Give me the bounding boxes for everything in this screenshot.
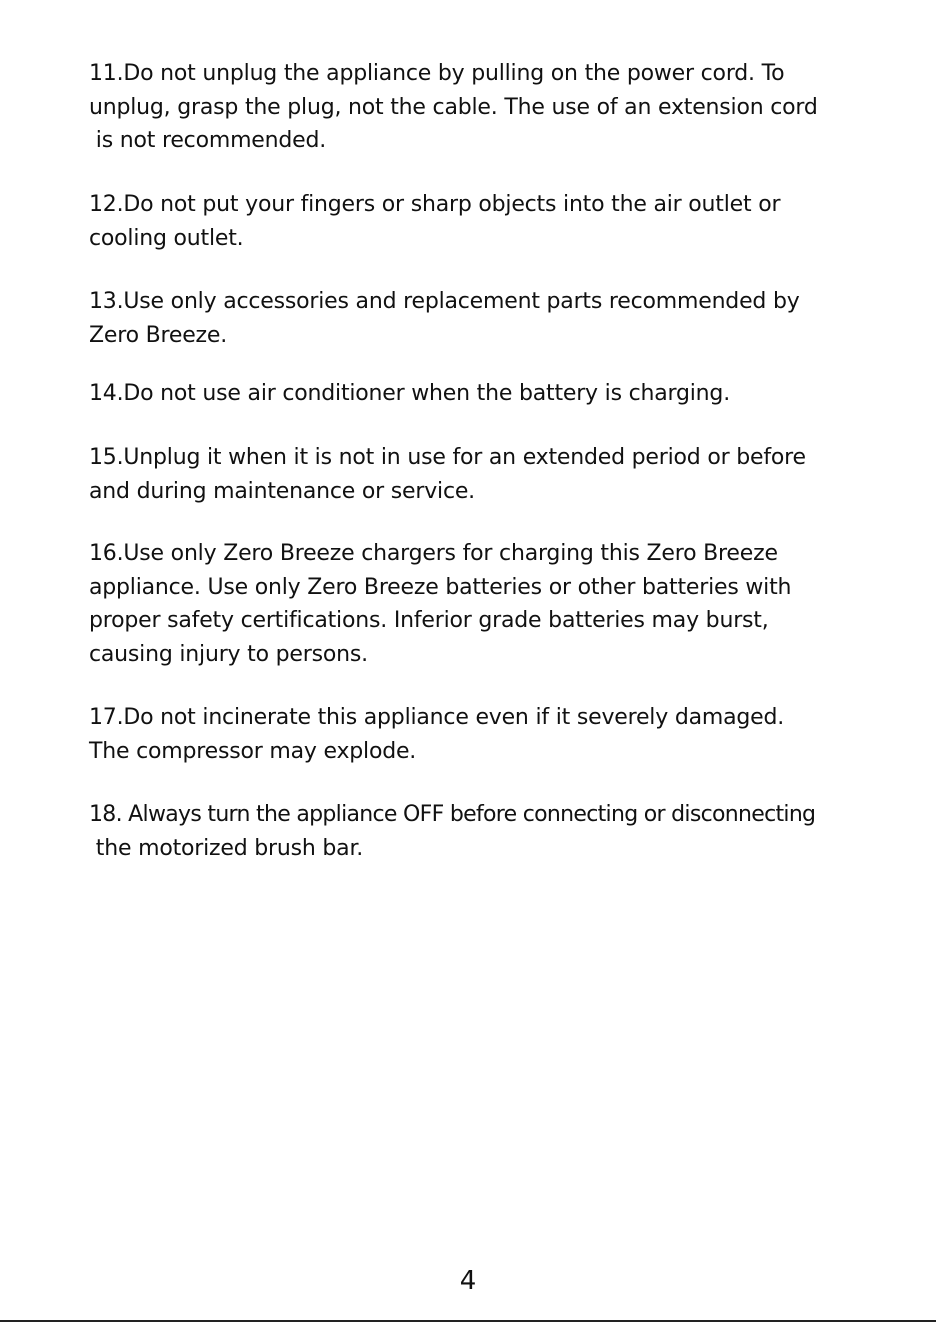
text-line: proper safety certifications. Inferior grade batteries may burst, [89, 608, 769, 633]
safety-item-15 [89, 441, 849, 508]
text-line: 14.Do not use air conditioner when the battery is charging. [89, 381, 730, 406]
text-line: 12.Do not put your fingers or sharp objects into the air outlet or [89, 192, 781, 217]
text-line: 17.Do not incinerate this appliance even if it severely damaged. [89, 705, 785, 730]
text-line: 18. Always turn the appliance OFF before connecting or disconnecting [89, 802, 816, 827]
safety-item-13 [89, 285, 849, 352]
page-number: 4 [459, 1266, 477, 1296]
text-line: is not recommended. [89, 128, 327, 153]
bottom-divider [0, 1320, 936, 1322]
text-line: 15.Unplug it when it is not in use for an extended period or before [89, 445, 806, 470]
text-line: cooling outlet. [89, 225, 244, 251]
text-line: 16.Use only Zero Breeze chargers for charging this Zero Breeze [89, 541, 778, 566]
safety-item-12 [89, 188, 849, 255]
text-line: appliance. Use only Zero Breeze batteries or other batteries with [89, 574, 792, 600]
text-line: 11.Do not unplug the appliance by pulling on the power cord. To [89, 61, 785, 86]
safety-item-16 [89, 537, 849, 671]
safety-item-18 [89, 798, 849, 865]
text-line: causing injury to persons. [89, 641, 368, 667]
text-line: Zero Breeze. [89, 322, 228, 348]
safety-item-17 [89, 701, 849, 768]
safety-item-14 [89, 377, 849, 411]
text-line: the motorized brush bar. [89, 835, 364, 861]
text-line: The compressor may explode. [89, 738, 417, 764]
safety-item-11 [89, 57, 849, 158]
text-line: 13.Use only accessories and replacement parts recommended by [89, 289, 800, 314]
text-line: and during maintenance or service. [89, 478, 475, 504]
text-line: unplug, grasp the plug, not the cable. The use of an extension cord [89, 94, 818, 120]
